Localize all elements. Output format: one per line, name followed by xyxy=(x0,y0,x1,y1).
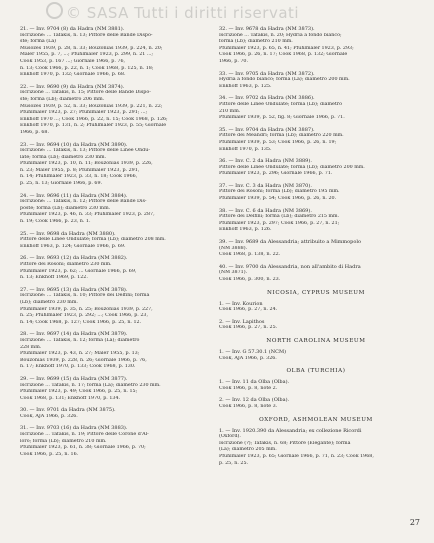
catalog-entry xyxy=(20,255,214,281)
entry-text-line: Pittore dei Rosoni; forma (Lb); diametro 195 mm. xyxy=(219,189,340,195)
section-title-north-carolina: NORTH CAROLINA MUSEUM xyxy=(266,337,366,344)
oxford-entries xyxy=(219,428,413,468)
entry-text-line: 228 mm. xyxy=(20,344,42,350)
entry-text-line: Cook 1966, p. 27, n. 24. xyxy=(219,307,278,313)
catalog-entry xyxy=(20,193,214,226)
entry-text-line: n. 14; Cook 1968, p. 127; Cook 1966, p. 25, n. 12. xyxy=(20,319,142,325)
entry-text-line: (La); diametro 205 mm. xyxy=(219,447,277,453)
north-carolina-entries xyxy=(219,349,413,362)
entry-text-line: poste; forma (Lb); diametro 230 mm. xyxy=(20,205,111,211)
entry-text-line: Pfuhlmaler 1923, p. 49; Cook 1966, p. 25, n. 15; xyxy=(20,389,138,395)
entry-text-line: Cook 1953, p. 167 ...; Giornale 1966, p. 76, xyxy=(20,58,126,64)
entry-heading: 1. — Inv. Kourion xyxy=(219,300,263,307)
entry-text-line: n. 23; Maler 1955, p. 8; Pfuhlmaler 1923, p. 291, xyxy=(20,167,140,173)
entry-text-line: n. 17; Enkhoff 1970, p. 133; Cook 1968, p. 130. xyxy=(20,364,136,370)
entry-text-line: Enkhoff 1963, p. 125. xyxy=(219,83,272,89)
entry-text-line: Pfuhlmaler 1923, p. 27; Pfuhlmaler 1923, p. 291; ...; xyxy=(20,110,148,116)
page-number: 27 xyxy=(409,518,420,527)
catalog-entry xyxy=(20,84,214,137)
catalog-entry xyxy=(219,239,413,259)
entry-text-line: 1966, p. 68. xyxy=(20,129,50,135)
entry-text-line: Pittore dei Rosoni; diametro 230 mm. xyxy=(20,262,112,267)
entry-text-line: Enkhoff 1970, p. 132; Giornale 1966, p. 68. xyxy=(20,72,126,78)
entry-text-line: Cook 1966, p. 300, n. 23. xyxy=(219,277,281,282)
entry-heading: 34. — Inv. 9702 da Hadra (NM 3886). xyxy=(219,95,315,102)
entry-text-line: Pittore dei Delfini; forma (Lb); diametro 215 mm. xyxy=(219,214,340,220)
entry-text-line: loro; forma (Lb); diametro 210 mm. xyxy=(20,438,107,444)
entry-text-line: n. 13; Enkhoff 1969, p. 122. xyxy=(20,275,88,281)
entry-heading: 30. — Inv. 9701 da Hadra (NM 3875). xyxy=(20,407,116,414)
entry-text-line: Pfuhlmaler 1923, p. 43, n. 27; Maler 1955, p. 13; xyxy=(20,351,140,357)
entry-text-line: Iscrizione: ... Tafakis, n. 13; Pittore delle Linee Ondu- xyxy=(20,148,150,154)
catalog-entry xyxy=(219,379,413,392)
entry-heading: 39. — Inv. 9689 da Alessandria; attribuito a Mimmopolo xyxy=(219,239,361,246)
entry-text-line: late; forma (Lb); diametro 230 mm. xyxy=(20,154,107,160)
nicosia-entries xyxy=(219,301,413,332)
right-column xyxy=(219,26,413,472)
entry-heading: 37. — Inv. C. 3 da Hadra (NM 3870). xyxy=(219,182,312,189)
entry-text-line: Cook 1966, p. 8, note 2. xyxy=(219,385,278,391)
entry-text-line: Iscrizione ... Tafakis, n. 19; Pittore delle Corone d'Al- xyxy=(20,432,149,438)
entry-heading: 23. — Inv. 9694 (10) da Hadra (NM 3890). xyxy=(20,141,128,148)
entry-text-line: Pfuhlmaler 1923, p. 46, n. 33; Pfuhlmaler 1923, p. 287, xyxy=(20,212,155,218)
entry-text-line: Enkhoff 1963, p. 126. xyxy=(219,227,272,233)
entry-heading: 32. — Inv. 9678 da Hadra (NM 3873). xyxy=(219,26,315,32)
entry-heading: 22. — Inv. 9690 (9) da Hadra (NM 3874). xyxy=(20,83,125,90)
entry-heading: 24. — Inv. 9696 (11) da Hadra (NM 3884). xyxy=(20,192,128,199)
entry-text-line: n. 19; Cook 1966, p. 23, n. 1. xyxy=(20,219,91,225)
entry-text-line: Pfuhlmaler 1923, p. 61, n. 38; Giornale 1966, p. 70; xyxy=(20,445,146,451)
entry-text-line: n. 14; Pfuhlmaler 1923, p. 33, n. 18; Cook 1966, xyxy=(20,174,138,180)
entry-text-line: Pittore delle Linee Ondulate; forma (Lb); diametro xyxy=(219,101,342,107)
entry-text-line: Pfuhlmaler 1923, p. 65, n. 41; Pfuhlmaler 1923, p. 293; xyxy=(219,45,354,51)
entry-heading: 36. — Inv. C. 2 da Hadra (NM 3889). xyxy=(219,158,312,165)
entry-text-line: Pfuhlmaler 1939, p. 52, fig. 8; Giornale 1966, p. 71. xyxy=(219,115,345,121)
entry-text-line: Pfuhlmaler 1923, p. 65; Giornale 1966, p. 71, n. 23; Cook 1968, xyxy=(219,453,374,459)
catalog-entry xyxy=(20,407,214,420)
section-title-oxford: OXFORD, ASHMOLEAN MUSEUM xyxy=(259,416,373,423)
entry-heading: 29. — Inv. 9699 (15) da Hadra (NM 3877). xyxy=(20,375,128,382)
entry-text-line: Cook, AJA 1966, p. 326. xyxy=(20,413,78,419)
catalog-entry xyxy=(219,208,413,234)
entry-text-line: Cook, AJA 1966, p. 326. xyxy=(219,355,277,361)
entry-heading: 28. — Inv. 9697 (14) da Hadra (NM 3879). xyxy=(20,331,128,338)
catalog-entry xyxy=(219,301,413,314)
entry-text-line: Musozes 1939, p. 52, n. 33; Bouzonias 1939, p. 221, n. 22; xyxy=(20,103,163,109)
entry-heading: 27. — Inv. 9695 (13) da Hadra (NM 3878). xyxy=(20,286,128,293)
entry-heading: 1. — Inv. G 57.30.1 (NCM) xyxy=(219,348,287,355)
entry-text-line: Iscrizione ... Tafakis, n. 17; forma (La); diametro 230 mm. xyxy=(20,382,161,388)
entry-text-line: Cook 1968, p. 131; Enkhoff 1970, p. 134. xyxy=(20,395,121,401)
catalog-entry xyxy=(20,26,214,79)
catalog-entry xyxy=(20,331,214,371)
entry-text-line: 210 mm. xyxy=(219,108,241,114)
catalog-entry xyxy=(219,71,413,91)
entry-text-line: Enkhoff 1970 ...; Cook 1966, p. 22, n. 15; Cook 1968, p. 126; xyxy=(20,116,168,122)
entry-text-line: Pfuhlmaler 1923, p. 296; Giornale 1966, p. 71. xyxy=(219,171,333,177)
entry-heading: 25. — Inv. 9698 da Hadra (NM 3880). xyxy=(20,230,116,237)
catalog-entry xyxy=(20,231,214,251)
watermark-logo-icon xyxy=(46,2,63,19)
entry-text-line: Iscrizione ... Tafakis, n. 20; Hydria a fondo bianco; xyxy=(219,32,342,38)
entry-text-line: 1966, p. 70. xyxy=(219,58,249,64)
entry-heading: 2. — Inv. Lapithos xyxy=(219,318,265,325)
entry-text-line: Pfuhlmaler 1923, p. 297; Cook 1966, p. 27, n. 21; xyxy=(219,220,340,226)
entry-text-line: Pfuhlmaler 1939, p. 35, n. 25; Bouzonias 1939, p. 227, xyxy=(20,306,153,312)
entry-text-line: (NM 3888). xyxy=(219,245,248,251)
catalog-entry xyxy=(219,349,413,362)
entry-text-line: Pfuhlmaler 1923, p. 10, n. 11; Bouzonias 1939, p. 226, xyxy=(20,161,153,167)
entry-text-line: forma (Lb); diametro 210 mm. xyxy=(219,39,293,45)
entry-heading: 40. — Inv. 9700 da Alessandria, non all'ambito di Hadra xyxy=(219,263,361,270)
entry-text-line: Enkhoff 1963, p. 124; Giornale 1966, p. 69. xyxy=(20,243,126,249)
entry-text-line: n. 13; Cook 1966, p. 22, n. 1; Cook 1968, p. 125, n. 18; xyxy=(20,65,154,71)
entry-text-line: Pittore delle Linee Ondulate; forma (Lb); diametro 200 mm. xyxy=(219,164,365,170)
entry-text-line: Iscrizione: ... Tafakis, n. 10; Pittore dei Delfini; forma xyxy=(20,293,150,299)
entry-text-line: p. 25, n. 13; Giornale 1966, p. 69. xyxy=(20,181,103,187)
catalog-entry xyxy=(219,127,413,153)
entry-text-line: Enkhoff 1970, p. 131, n. 2; Pfuhlmaler 1923, p. 55; Giornale xyxy=(20,123,167,129)
entry-heading: 1. — Inv. 11 da Olba (Olba). xyxy=(219,379,290,386)
entry-text-line: Pittore dei Meandri; forma (Lb); diametro 220 mm. xyxy=(219,133,344,139)
right-column-entries xyxy=(219,26,413,284)
section-title-nicosia: NICOSIA, CYPRUS MUSEUM xyxy=(267,289,365,296)
entry-text-line: Hydria a fondo bianco; forma (La); diametro 200 mm. xyxy=(219,77,350,83)
entry-text-line: (Lb); diametro 230 mm. xyxy=(20,299,78,305)
catalog-entry xyxy=(219,26,413,66)
entry-text-line: (Oxford). xyxy=(219,434,241,440)
catalog-entry xyxy=(20,376,214,402)
entry-text-line: Musozes 1939, p. 28, n. 33; Bouzonias 1939, p. 224, n. 20; xyxy=(20,45,163,51)
section-title-olba: OLBA (TURCHIA) xyxy=(286,368,346,375)
entry-text-line: Iscrizione: ... Tafakis, n. 13; Pittore delle Bande Dispo- xyxy=(20,32,153,38)
entry-text-line: n. 25; Pfuhlmaler 1923, p. 292; ...; Cook 1966, p. 23, xyxy=(20,313,148,319)
entry-text-line: ste; forma (Lb); diametro 206 mm. xyxy=(20,96,105,102)
entry-text-line: Cook 1966, p. 8, note 3. xyxy=(219,403,278,409)
watermark: © SASA Tutti i diritti riservati xyxy=(66,4,300,22)
entry-text-line: Pfuhlmaler 1923, p. 62; ... Giornale 1966, p. 69, xyxy=(20,268,137,274)
entry-text-line: (NM 3871). xyxy=(219,270,248,276)
entry-heading: 1. — Inv. 1920.390 da Alessandria; ex collezione Ricordi xyxy=(219,427,362,434)
entry-text-line: Pittore delle Linee Ondulate; forma (Lb); diametro 208 mm. xyxy=(20,237,166,243)
entry-text-line: Iscrizione ... Tafakis, n. 15; Pittore delle Bande Dispo- xyxy=(20,90,151,96)
entry-heading: 26. — Inv. 9693 (12) da Hadra (NM 3882). xyxy=(20,255,128,262)
entry-text-line: Maler 1955, p. 7, ...; Pfuhlmaler 1923, p. 299, n. 21 ...; xyxy=(20,52,154,58)
entry-text-line: ste; forma (La) xyxy=(20,39,57,45)
entry-heading: 33. — Inv. 9705 da Hadra (NM 3872). xyxy=(219,70,315,77)
catalog-entry xyxy=(219,428,413,468)
entry-text-line: Iscrizione: ... Tafakis, n. 12; forma (La); diametro xyxy=(20,337,140,343)
catalog-entry xyxy=(20,425,214,458)
entry-heading: 38. — Inv. C. 6 da Hadra (NM 3869). xyxy=(219,207,312,214)
catalog-entry xyxy=(219,158,413,178)
catalog-entry xyxy=(219,183,413,203)
entry-text-line: Cook 1966, p. 26, n. 17; Cook 1968, p. 132; Giornale xyxy=(219,52,348,58)
catalog-entry xyxy=(219,319,413,332)
catalog-entry xyxy=(219,397,413,410)
entry-text-line: p. 25, n. 25. xyxy=(219,460,249,466)
catalog-entry xyxy=(219,264,413,284)
entry-text-line: Cook 1966, p. 27, n. 25. xyxy=(219,325,278,331)
entry-text-line: Bouzonias 1939, p. 228, n. 26; Giornale 1966, p. 76, xyxy=(20,357,147,363)
olba-entries xyxy=(219,379,413,410)
entry-heading: 31. — Inv. 9703 (16) da Hadra (NM 3883). xyxy=(20,425,128,432)
entry-text-line: Enkhoff 1970, p. 135. xyxy=(219,146,272,152)
left-column xyxy=(20,26,214,463)
entry-heading: 2. — Inv. 12 da Olba (Olba). xyxy=(219,397,290,404)
catalog-entry xyxy=(20,142,214,188)
entry-heading: 35. — Inv. 9704 da Hadra (NM 3887). xyxy=(219,126,315,133)
catalog-entry xyxy=(20,287,214,327)
entry-text-line: Pfuhlmaler 1939, p. 54; Cook 1966, p. 26, n. 20. xyxy=(219,196,337,202)
entry-text-line: Pfuhlmaler 1939, p. 53; Cook 1966, p. 26, n. 19; xyxy=(219,139,337,145)
catalog-entry xyxy=(219,95,413,121)
entry-heading: 21. — Inv. 9704 (8) da Hadra (NM 3881). xyxy=(20,26,125,32)
entry-text-line: Cook 1968, p. 138, n. 22. xyxy=(219,252,281,258)
entry-text-line: Cook 1966, p. 25, n. 16. xyxy=(20,451,79,457)
entry-text-line: Iscrizione: ... Tafakis, n. 12; Pittore delle Bande Dis- xyxy=(20,199,147,205)
entry-text-line: Iscrizione (?); Tafakis, n. 68; Pittore (Elegante); forma xyxy=(219,440,351,446)
